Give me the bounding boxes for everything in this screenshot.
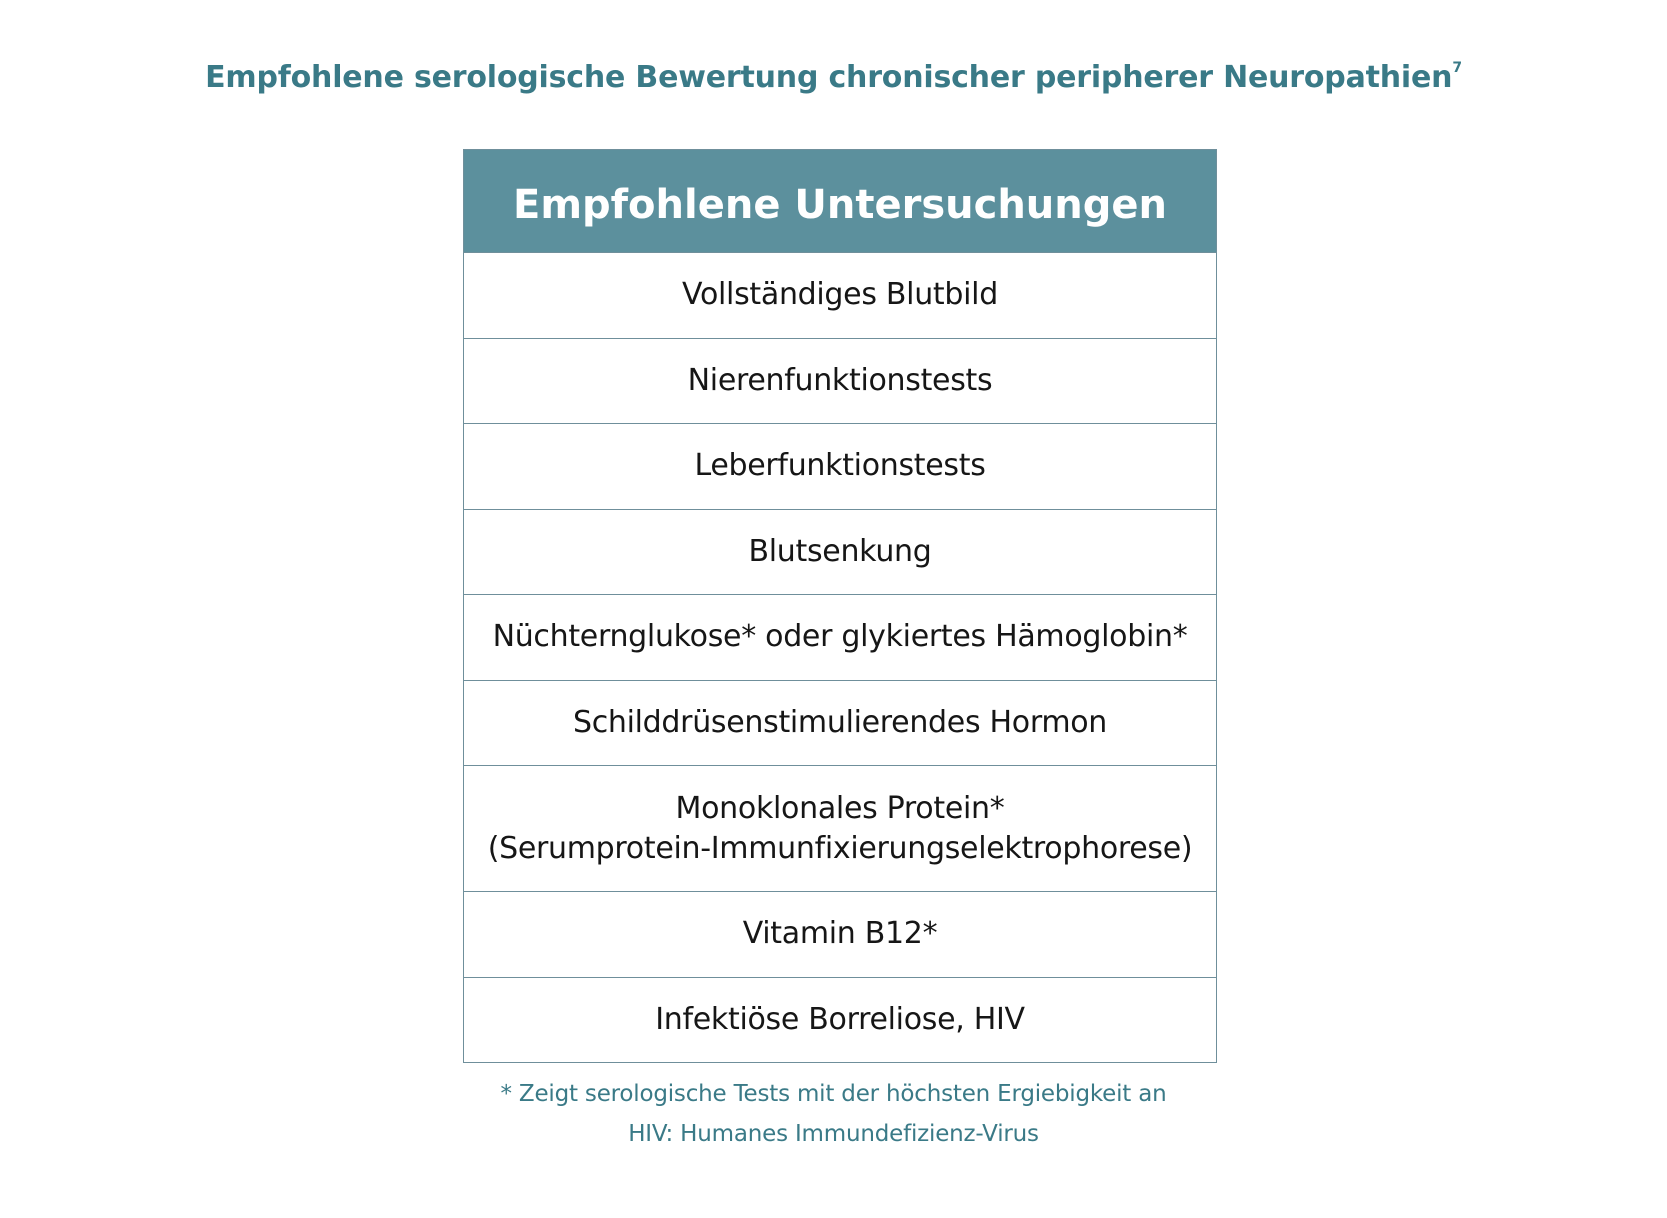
row-label: Monoklonales Protein* [675, 790, 1005, 826]
row-label: Nierenfunktionstests [687, 362, 993, 398]
recommended-tests-table [463, 149, 1217, 1063]
table-row [464, 339, 1216, 425]
row-label: Nüchternglukose* oder glykiertes Hämoglobin* [492, 619, 1188, 655]
table-row [464, 892, 1216, 978]
row-label: Vollständiges Blutbild [682, 277, 998, 313]
footnote-abbreviation: HIV: Humanes Immundefizienz-Virus [628, 1121, 1039, 1147]
table-row [464, 766, 1216, 892]
row-label: Infektiöse Borreliose, HIV [655, 1001, 1025, 1037]
table-row [464, 510, 1216, 596]
table-row [464, 253, 1216, 339]
table-header: Empfohlene Untersuchungen [464, 150, 1216, 253]
row-label-detail: (Serumprotein-Immunfixierungselektrophorese) [487, 830, 1193, 866]
row-label: Vitamin B12* [742, 916, 938, 952]
table-row [464, 424, 1216, 510]
footnote-asterisk: * Zeigt serologische Tests mit der höchsten Ergiebigkeit an [500, 1081, 1167, 1107]
table-row [464, 681, 1216, 767]
page-title-text: Empfohlene serologische Bewertung chronischer peripherer Neuropathien [205, 60, 1453, 95]
row-label: Leberfunktionstests [694, 448, 986, 484]
row-label: Schilddrüsenstimulierendes Hormon [572, 704, 1108, 740]
title-reference-superscript: 7 [1452, 60, 1462, 76]
row-label: Blutsenkung [748, 533, 932, 569]
page-title [0, 60, 1667, 95]
table-row [464, 595, 1216, 681]
table-body [464, 253, 1216, 1062]
table-row [464, 978, 1216, 1063]
